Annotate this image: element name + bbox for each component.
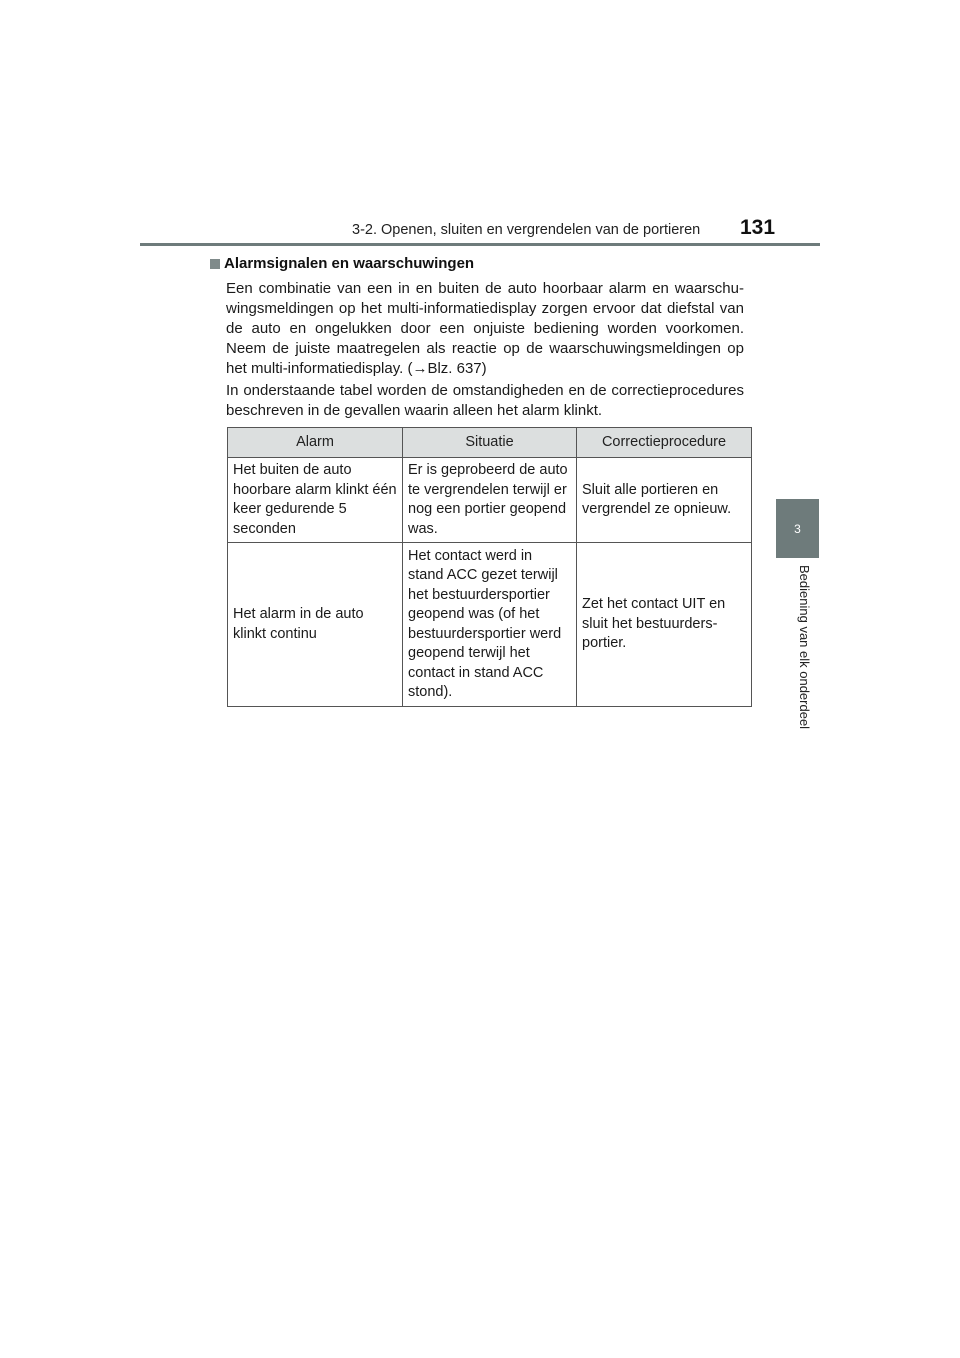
intro-paragraph: Een combinatie van een in en buiten de auto hoorbaar alarm en waarschu-wingsmeldingen op het multi-informatiedisplay zorgen ervoor dat diefstal van de auto en ongelukken door een onjuiste bediening worden voorkomen. Neem de juiste maatregelen als reactie op de waarschuwingsmeldingen op het multi-informatiedisplay. (→Blz. 637) [226, 280, 744, 377]
table-header-row [228, 428, 752, 458]
section-heading [210, 255, 474, 272]
alarm-cell: Het alarm in de auto klinkt continu [228, 543, 403, 707]
table-intro-paragraph: In onderstaande tabel worden de omstandigheden en de correctieprocedures beschreven in de gevallen waarin alleen het alarm klinkt. [226, 382, 744, 419]
header-rule [140, 243, 820, 246]
column-header-alarm: Alarm [228, 428, 403, 458]
alarm-table [227, 427, 752, 707]
chapter-number: 3 [794, 521, 801, 536]
section-heading-text: Alarmsignalen en waarschuwingen [224, 255, 475, 272]
situation-cell: Het contact werd in stand ACC gezet terwijl het bestuurdersportier geopend was (of het bestuurdersportier werd geopend terwijl het contact in stand ACC stond). [403, 543, 577, 707]
table-row [228, 458, 752, 543]
header-title: 3-2. Openen, sluiten en vergrendelen van de portieren [352, 222, 701, 238]
column-header-correctieprocedure: Correctieprocedure [577, 428, 752, 458]
page-number: 131 [740, 216, 776, 239]
procedure-cell: Sluit alle portieren en vergrendel ze opnieuw. [577, 458, 752, 543]
situation-cell: Er is geprobeerd de auto te vergrendelen terwijl er nog een portier geopend was. [403, 458, 577, 543]
column-header-situatie: Situatie [403, 428, 577, 458]
chapter-tab [776, 499, 819, 558]
alarm-cell: Het buiten de auto hoorbare alarm klinkt één keer gedurende 5 seconden [228, 458, 403, 543]
procedure-cell: Zet het contact UIT en sluit het bestuurders-portier. [577, 543, 752, 707]
chapter-label: Bediening van elk onderdeel [797, 565, 812, 730]
square-bullet-icon [210, 259, 220, 269]
table-row [228, 543, 752, 707]
